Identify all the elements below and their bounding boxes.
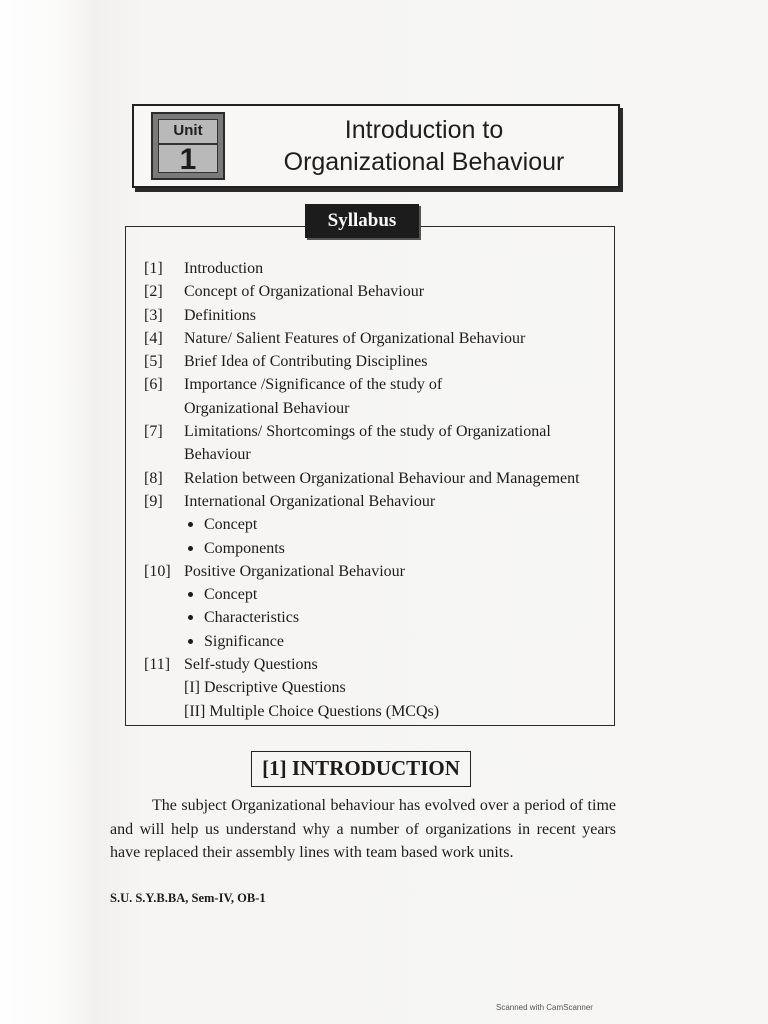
scan-margin	[0, 0, 92, 1024]
syllabus-item-number: [6]	[144, 376, 163, 394]
syllabus-subtopics	[184, 513, 610, 560]
unit-label: Unit	[173, 122, 203, 139]
syllabus-item-number: [5]	[144, 353, 163, 371]
syllabus-item	[144, 560, 610, 653]
syllabus-item	[144, 490, 610, 560]
syllabus-item-number: [9]	[144, 492, 163, 510]
scanner-watermark: Scanned with CamScanner	[496, 1003, 593, 1012]
syllabus-subtopic: Components	[184, 537, 610, 560]
syllabus-subtopic: Significance	[184, 630, 610, 653]
syllabus-question-type: [II] Multiple Choice Questions (MCQs)	[184, 702, 440, 720]
syllabus-list	[144, 257, 610, 723]
syllabus-item-text: Self-study Questions	[184, 656, 318, 674]
syllabus-item-text: Importance /Significance of the study of	[184, 376, 443, 394]
syllabus-item-text: Concept of Organizational Behaviour	[184, 283, 425, 301]
footer-reference: S.U. S.Y.B.BA, Sem-IV, OB-1	[110, 891, 266, 905]
syllabus-question-type: [I] Descriptive Questions	[184, 679, 346, 697]
syllabus-heading: Syllabus	[305, 204, 419, 238]
introduction-paragraph: The subject Organizational behaviour has evolved over a period of time and will help us understand why a number of organizations in recent years have replaced their assembly lines with team based work units.	[110, 797, 616, 861]
syllabus-item	[144, 257, 610, 280]
syllabus-subtopic: Concept	[184, 583, 610, 606]
syllabus-item-number: [7]	[144, 423, 163, 441]
syllabus-item-number: [1]	[144, 260, 163, 277]
syllabus-item-number: [2]	[144, 283, 163, 301]
syllabus-item-text: Positive Organizational Behaviour	[184, 562, 405, 580]
introduction-heading: [1] INTRODUCTION	[251, 751, 471, 787]
syllabus-item	[144, 304, 610, 327]
syllabus-item-number: [10]	[144, 562, 171, 580]
syllabus-item-continuation: Organizational Behaviour	[184, 399, 350, 417]
unit-header	[132, 104, 620, 188]
syllabus-subtopics	[184, 583, 610, 653]
syllabus-item-text: Relation between Organizational Behaviour and Management	[184, 469, 580, 487]
unit-number: 1	[179, 143, 197, 176]
syllabus-item-text: Brief Idea of Contributing Disciplines	[184, 353, 428, 371]
syllabus-item-text: Definitions	[184, 306, 256, 324]
syllabus-item-number: [3]	[144, 306, 163, 324]
syllabus-item-number: [11]	[144, 656, 171, 674]
syllabus-item	[144, 280, 610, 303]
syllabus-item-text: Nature/ Salient Features of Organizational Behaviour	[184, 329, 526, 347]
syllabus-question-types	[184, 676, 610, 723]
syllabus-item	[144, 467, 610, 490]
unit-title-line-2: Organizational Behaviour	[283, 148, 565, 176]
syllabus-item-text: Limitations/ Shortcomings of the study of Organizational	[184, 423, 551, 441]
syllabus-item-text: International Organizational Behaviour	[184, 492, 436, 510]
syllabus-item	[144, 420, 610, 467]
syllabus-item-number: [8]	[144, 469, 163, 487]
syllabus-item	[144, 327, 610, 350]
syllabus-item	[144, 653, 610, 723]
syllabus-item	[144, 350, 610, 373]
syllabus-item-text: Introduction	[184, 260, 264, 277]
syllabus-item-continuation: Behaviour	[184, 446, 251, 464]
syllabus-subtopic: Concept	[184, 513, 610, 536]
unit-title-line-1: Introduction to	[344, 116, 504, 144]
unit-badge	[151, 112, 225, 180]
syllabus-item-number: [4]	[144, 329, 163, 347]
syllabus-subtopic: Characteristics	[184, 606, 610, 629]
syllabus-item	[144, 373, 610, 420]
unit-title	[230, 114, 618, 178]
syllabus-box	[125, 226, 615, 726]
